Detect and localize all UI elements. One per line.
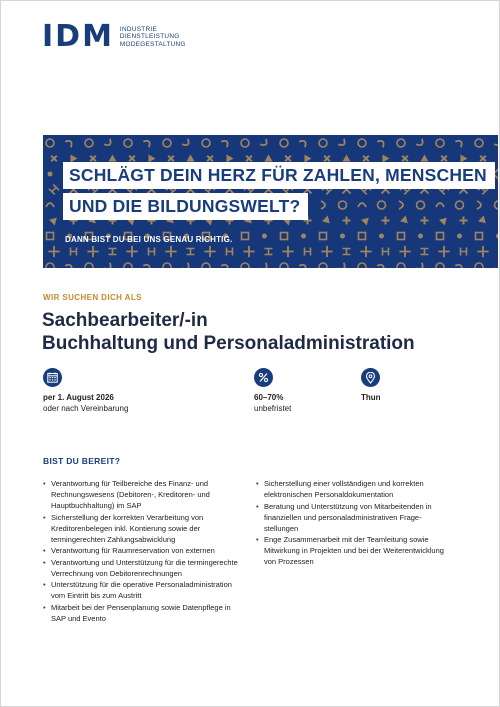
pattern-glyph <box>339 232 346 239</box>
fact-start-date <box>43 368 128 414</box>
pattern-glyph <box>338 139 346 147</box>
pattern-glyph <box>280 139 288 147</box>
pattern-glyph <box>436 203 444 207</box>
pattern-glyph <box>415 199 426 210</box>
pattern-glyph <box>382 217 390 225</box>
pattern-glyph <box>265 155 273 162</box>
pattern-glyph <box>460 217 468 225</box>
pattern-glyph <box>399 201 403 209</box>
pattern-glyph <box>260 139 268 147</box>
pattern-glyph <box>383 248 389 256</box>
pattern-glyph <box>416 139 424 147</box>
pattern-glyph <box>204 246 215 257</box>
job-title-line2: Buchhaltung und Personaladministration <box>42 333 415 354</box>
pattern-glyph <box>343 155 351 162</box>
pattern-glyph <box>455 139 463 147</box>
pattern-glyph <box>163 139 171 147</box>
pattern-glyph <box>398 233 405 240</box>
pattern-glyph <box>378 232 385 239</box>
logo-tagline <box>120 26 186 48</box>
fact-start-date-value: per 1. August 2026 <box>43 393 114 402</box>
logo-line: DIENSTLEISTUNG <box>119 33 180 41</box>
logo-mark: IDM <box>42 19 114 54</box>
pattern-glyph <box>48 172 53 177</box>
pattern-glyph <box>65 263 73 268</box>
pattern-glyph <box>343 217 351 225</box>
pattern-glyph <box>149 248 155 256</box>
banner-subline: DANN BIST DU BEI UNS GENAU RICHTIG. <box>65 235 233 244</box>
hero-banner <box>43 135 498 268</box>
pattern-glyph <box>265 249 273 255</box>
pattern-glyph <box>436 139 444 147</box>
pattern-glyph <box>187 155 195 162</box>
pattern-glyph <box>65 139 73 147</box>
pattern-glyph <box>104 263 112 268</box>
pattern-glyph <box>242 233 249 240</box>
pattern-glyph <box>280 263 288 268</box>
pattern-glyph <box>187 249 195 255</box>
pattern-glyph <box>438 246 449 257</box>
pattern-glyph <box>478 216 489 227</box>
pattern-glyph <box>46 203 54 207</box>
pattern-glyph <box>182 263 190 268</box>
pattern-glyph <box>321 201 325 209</box>
percent-icon <box>254 368 273 387</box>
pattern-glyph <box>49 215 60 226</box>
pattern-glyph <box>456 232 463 239</box>
pattern-glyph <box>243 246 254 257</box>
pattern-glyph <box>358 203 366 207</box>
pattern-glyph <box>359 233 366 240</box>
fact-location <box>361 368 381 404</box>
list-item: • Verantwortung für Raumreservation von externen <box>43 545 243 556</box>
pattern-glyph <box>421 155 429 162</box>
pattern-glyph <box>227 248 233 256</box>
pattern-glyph <box>163 263 171 268</box>
pattern-glyph <box>143 263 151 268</box>
pattern-glyph <box>299 139 307 147</box>
pattern-glyph <box>46 263 54 268</box>
pattern-glyph <box>202 263 210 268</box>
list-item: • Beratung und Unterstützung von Mitarbeitenden in finanziellen und personaladministrativen Fragestellungen <box>256 501 451 534</box>
pattern-glyph <box>85 263 93 268</box>
pattern-glyph <box>321 246 332 257</box>
pattern-glyph <box>397 263 405 268</box>
pattern-glyph <box>439 215 450 226</box>
list-item: • Sicherstellung einer vollständigen und korrekten elektronischen Personaldokumentation <box>256 478 451 500</box>
pattern-glyph <box>322 216 333 227</box>
pattern-glyph <box>182 139 190 147</box>
pattern-glyph <box>338 263 346 268</box>
pattern-glyph <box>337 199 348 210</box>
pattern-glyph <box>475 263 483 268</box>
pattern-glyph <box>49 185 59 195</box>
pattern-glyph <box>260 263 268 268</box>
pattern-glyph <box>221 263 229 268</box>
pattern-glyph <box>299 263 307 268</box>
pattern-glyph <box>241 139 249 147</box>
pattern-glyph <box>400 216 411 227</box>
pattern-glyph <box>305 248 311 256</box>
pattern-glyph <box>343 249 351 255</box>
idm-logo <box>42 19 186 54</box>
location-pin-icon <box>361 368 380 387</box>
pattern-glyph <box>376 199 387 210</box>
banner-headline-line2: UND DIE BILDUNGSWELT? <box>63 193 308 220</box>
list-item: • Unterstützung für die operative Personaladministration vom Eintritt bis zum Austritt <box>43 579 243 601</box>
job-title-line1: Sachbearbeiter/-in <box>42 310 208 331</box>
list-item: • Verantwortung für Teilbereiche des Finanz- und Rechnungswesens (Debitoren-, Kreditoren- und Hauptbuchhaltung) im SAP <box>43 478 243 511</box>
list-item: • Enge Zusammenarbeit mit der Teamleitung sowie Mitwirkung in Projekten und bei der Weiterentwicklung von Prozessen <box>256 534 451 567</box>
banner-headline-line1: SCHLÄGT DEIN HERZ FÜR ZAHLEN, MENSCHEN <box>63 162 495 189</box>
pattern-glyph <box>495 232 498 239</box>
pattern-glyph <box>358 263 366 268</box>
pattern-glyph <box>221 139 229 147</box>
pattern-glyph <box>124 263 132 268</box>
logo-line: MODEGESTALTUNG <box>119 40 186 48</box>
pattern-glyph <box>377 139 385 147</box>
pattern-glyph <box>85 139 93 147</box>
fact-workload-value: 60–70% <box>254 393 284 402</box>
task-list-left <box>43 478 243 624</box>
task-list-right <box>256 478 451 568</box>
pattern-glyph <box>319 139 327 147</box>
logo-line: INDUSTRIE <box>119 25 158 33</box>
pattern-glyph <box>455 263 463 268</box>
job-title <box>42 309 415 355</box>
pattern-glyph <box>87 246 98 257</box>
fact-location-value: Thun <box>361 393 381 402</box>
fact-workload <box>254 368 291 414</box>
pattern-glyph <box>358 139 366 147</box>
pattern-glyph <box>281 233 288 240</box>
eyebrow: WIR SUCHEN DICH ALS <box>43 293 142 302</box>
pattern-glyph <box>421 249 429 255</box>
pattern-glyph <box>46 139 54 147</box>
pattern-glyph <box>493 199 498 210</box>
pattern-glyph <box>477 201 481 209</box>
fact-start-date-note: oder nach Vereinbarung <box>43 403 129 413</box>
pattern-glyph <box>361 215 372 226</box>
pattern-glyph <box>109 155 117 162</box>
pattern-glyph <box>48 246 59 257</box>
pattern-glyph <box>241 263 249 268</box>
pattern-glyph <box>165 246 176 257</box>
pattern-glyph <box>202 139 210 147</box>
fact-workload-note: unbefristet <box>254 403 292 413</box>
pattern-glyph <box>261 232 268 239</box>
pattern-glyph <box>124 139 132 147</box>
pattern-glyph <box>436 263 444 268</box>
pattern-glyph <box>399 246 410 257</box>
pattern-glyph <box>320 233 327 240</box>
pattern-glyph <box>319 263 327 268</box>
pattern-glyph <box>109 249 117 255</box>
pattern-glyph <box>475 139 483 147</box>
calendar-icon <box>43 368 62 387</box>
pattern-glyph <box>494 139 498 147</box>
pattern-glyph <box>47 233 54 240</box>
pattern-glyph <box>143 139 151 147</box>
pattern-glyph <box>477 246 488 257</box>
pattern-glyph <box>397 139 405 147</box>
pattern-glyph <box>377 263 385 268</box>
pattern-glyph <box>360 246 371 257</box>
pattern-glyph <box>282 246 293 257</box>
pattern-glyph <box>454 199 465 210</box>
pattern-glyph <box>104 139 112 147</box>
pattern-glyph <box>300 232 307 239</box>
pattern-glyph <box>437 233 444 240</box>
pattern-glyph <box>476 233 483 240</box>
pattern-glyph <box>421 217 429 225</box>
list-item: • Mitarbeit bei der Pensenplanung sowie Datenpflege in SAP und Evento <box>43 602 243 624</box>
pattern-glyph <box>461 248 467 256</box>
list-item: • Verantwortung und Unterstützung für die termingerechte Verrechnung von Debitorenrechnungen <box>43 557 243 579</box>
pattern-glyph <box>48 153 59 164</box>
pattern-glyph <box>416 263 424 268</box>
pattern-glyph <box>71 248 77 256</box>
list-item: • Sicherstellung der korrekten Verarbeitung von Kreditorenbelegen inkl. Kontierung sowie der termingerechten Zahlungsabwicklung <box>43 512 243 545</box>
pattern-glyph <box>126 246 137 257</box>
section-heading: BIST DU BEREIT? <box>43 456 121 466</box>
pattern-glyph <box>417 232 424 239</box>
pattern-glyph <box>494 263 498 268</box>
